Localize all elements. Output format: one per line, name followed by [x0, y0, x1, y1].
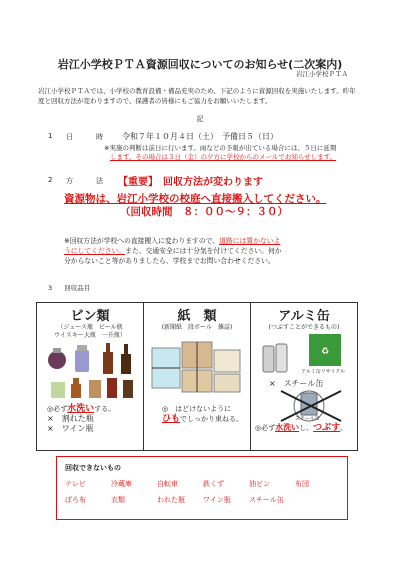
paper-illustration [144, 332, 250, 404]
attn-2b: また、交通安全には十分気を付けてください。何か [125, 247, 282, 255]
bottle-cap-icon [53, 348, 61, 353]
bottle-dark-icon [123, 380, 133, 398]
ng-item: ワイン瓶 [203, 496, 231, 504]
paper-cap2-underline: ひも [162, 414, 181, 424]
section-2-number: 2 [48, 176, 53, 184]
cans-illustration [251, 332, 357, 378]
non-collectible-row-2 [65, 495, 309, 505]
attn-1b: 道路には置かないよ [219, 237, 281, 245]
paper-caption [144, 404, 250, 424]
paper-title: 紙 類 [177, 309, 217, 324]
steel-can-mark [251, 389, 357, 423]
items-table [36, 302, 358, 451]
ng-item: われた瓶 [157, 496, 185, 504]
bottles-sub-2: ウイスキー大瓶 一升瓶） [54, 332, 126, 339]
paper-cell [144, 303, 251, 451]
cans-sub: (つぶすことができるもの) [268, 324, 340, 331]
bottles-cap2: × 割れた瓶 [47, 414, 94, 423]
cans-cap-underline-1: 水洗い [275, 423, 300, 432]
date-note-1: ※実施の判断は前日に行います。雨などの予報が出ている場合には、５日に延期 [104, 144, 337, 152]
bottle-beer-neck-icon [106, 343, 110, 353]
bottles-caption [37, 404, 143, 434]
date-note-2: します。その場合は３日（金）の夕方に学校からのメールでお知らせします。 [110, 153, 337, 161]
bottles-cap3: × ワイン瓶 [47, 424, 94, 433]
non-collectible-row-1 [65, 479, 341, 489]
attention-note [64, 236, 370, 266]
ng-item: 冷蔵庫 [111, 480, 132, 488]
cans-cap-post: 。 [340, 424, 348, 432]
method-line-1: 資源物は、岩江小学校の校庭へ直接搬入してください。 [64, 193, 327, 205]
ng-item: 油ビン [249, 480, 270, 488]
bottles-cap1-underline: 水洗い [67, 404, 95, 414]
bottles-cap1-post: する。 [94, 405, 116, 413]
magazine-top-icon [214, 350, 240, 372]
section-3-heading [48, 283, 90, 292]
urgent-notice: 【重要】 回収方法が変わります [118, 177, 263, 188]
bottles-cap1-pre: ◎必ず [47, 405, 68, 413]
ng-item: 自転車 [157, 480, 178, 488]
ng-item: 衣類 [111, 496, 125, 504]
bottle-sake-neck-icon [124, 344, 128, 355]
bottle-brown-icon [71, 384, 81, 398]
cans-cap-pre: ◎必ず [255, 424, 276, 432]
bottle-sake-icon [121, 354, 131, 374]
steel-can-excluded: × スチール缶 [269, 379, 324, 388]
section-1-number: 1 [48, 132, 53, 140]
paper-sub: (新聞紙 段ボール 雑誌) [161, 324, 233, 331]
ki-heading: 記 [196, 115, 204, 123]
bottles-sub-1: （ジュース瓶 ビール瓶 [57, 324, 123, 331]
cans-cap-underline-2: つぶす [313, 423, 341, 433]
aluminum-can-icon [263, 346, 274, 372]
event-date: 令和７年１０月４日（土） 予備日５（日） [122, 132, 278, 141]
cans-cap-mid: し、 [299, 424, 314, 432]
sender: 岩江小学校ＰＴＡ [296, 70, 348, 78]
section-3-label: 回収品目 [64, 284, 91, 292]
bottles-title: ビン類 [70, 309, 110, 324]
bottle-jar-icon [48, 351, 66, 369]
page-title: 岩江小学校ＰＴＡ資源回収についてのお知らせ(二次案内) [57, 58, 343, 71]
bottle-beer-icon [103, 352, 113, 374]
bottle-blue-icon [75, 350, 89, 372]
attn-2a: うにしてください。 [64, 247, 126, 255]
bottle-blue-cap-icon [77, 345, 87, 351]
recycle-label: アルミ缶リサイクル [301, 369, 346, 375]
steel-mark-label: スチール缶 [295, 416, 320, 422]
method-main [64, 193, 327, 219]
non-collectible-box [56, 456, 348, 520]
section-3-number: 3 [48, 284, 53, 292]
attn-1a: ※回収方法が学校への直接搬入に変わりますので、 [64, 237, 220, 245]
section-1-label: 日 時 [66, 133, 111, 141]
ng-item: テレビ [65, 480, 86, 488]
svg-text:♻: ♻ [320, 347, 330, 357]
section-2-label: 方 法 [66, 177, 111, 185]
bottle-small-icon [51, 382, 65, 398]
cans-cell [251, 303, 358, 451]
paper-cap2-post: でしっかり束ねる。 [180, 415, 244, 423]
paper-cap1: ◎ はどけないように [162, 405, 232, 413]
bottle-red-icon [107, 378, 117, 398]
bottle-brown-neck-icon [73, 378, 79, 385]
cans-caption [251, 423, 357, 433]
ng-item: スチール缶 [249, 496, 284, 504]
cans-title: アルミ缶 [278, 309, 330, 324]
attn-3: 分からないこと等がありましたら、学校までお問い合わせください。 [64, 257, 275, 265]
ng-item: 布団 [295, 480, 309, 488]
bottles-cell [37, 303, 144, 451]
method-line-2: （回収時間 ８：００～９：３０） [120, 206, 288, 218]
magazine-bottom-icon [214, 374, 240, 392]
bottles-illustration [37, 340, 143, 404]
ng-item: 鉄くず [203, 480, 224, 488]
aluminum-can-icon [276, 344, 287, 372]
bottle-whisky-icon [89, 380, 101, 398]
non-collectible-title: 回収できないもの [65, 464, 121, 472]
ng-item: ぼろ布 [65, 496, 86, 504]
intro-paragraph: 岩江小学校ＰＴＡでは、小学校の教育設備・備品充実のため、下記のように資源回収を実施いたします。昨年度と回収方法が変わりますので、保護者の皆様にもご協力をお願いいたします。 [38, 87, 356, 105]
